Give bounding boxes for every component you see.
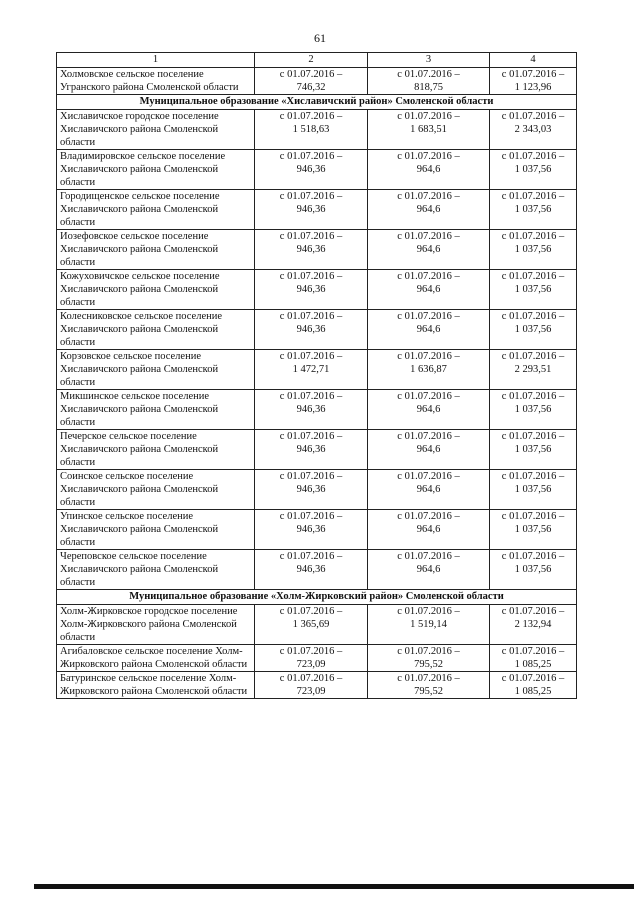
settlement-name: Холм-Жирковское городское поселение Холм-Жирковского района Смоленской области [57,605,255,645]
tariff-date: с 01.07.2016 – [279,391,343,402]
tariff-date: с 01.07.2016 – [397,191,460,202]
tariff-value: 1 037,56 [514,564,552,575]
table-row [57,350,577,390]
tariff-cell [255,270,368,310]
tariff-date: с 01.07.2016 – [397,673,460,684]
tariff-cell [368,510,490,550]
table-row [57,510,577,550]
table-row [57,470,577,510]
tariff-cell [368,430,490,470]
tariff-date: с 01.07.2016 – [397,231,460,242]
tariff-date: с 01.07.2016 – [279,551,343,562]
tariff-value: 1 519,14 [410,619,447,630]
tariff-cell [368,190,490,230]
tariff-cell [368,68,490,95]
tariff-value: 964,6 [416,524,441,535]
tariff-value: 946,36 [296,324,326,335]
column-number: 4 [490,53,577,68]
tariff-cell [255,350,368,390]
tariff-value: 1 037,56 [514,524,552,535]
column-number: 3 [368,53,490,68]
tariff-date: с 01.07.2016 – [397,111,460,122]
tariff-cell [368,110,490,150]
tariff-cell [490,510,577,550]
tariff-value: 1 365,69 [292,619,330,630]
tariff-value: 964,6 [416,284,441,295]
tariff-date: с 01.07.2016 – [501,351,565,362]
tariff-value: 1 683,51 [410,124,447,135]
table-row [57,430,577,470]
tariff-cell [490,672,577,699]
tariff-cell [255,672,368,699]
tariff-date: с 01.07.2016 – [397,311,460,322]
settlement-name: Корзовское сельское поселение Хиславичского района Смоленской области [57,350,255,390]
tariff-cell [490,605,577,645]
tariff-value: 946,36 [296,204,326,215]
tariff-value: 964,6 [416,164,441,175]
settlement-name: Городищенское сельское поселение Хиславичского района Смоленской области [57,190,255,230]
tariff-cell [490,270,577,310]
tariff-value: 1 037,56 [514,404,552,415]
table-row [57,110,577,150]
tariff-value: 946,36 [296,404,326,415]
tariff-cell [490,230,577,270]
tariff-value: 964,6 [416,564,441,575]
tariff-date: с 01.07.2016 – [501,69,565,80]
tariff-value: 1 037,56 [514,444,552,455]
tariff-cell [255,550,368,590]
tariff-cell [368,470,490,510]
tariff-cell [255,430,368,470]
tariff-cell [490,150,577,190]
tariff-cell [368,230,490,270]
tariff-value: 2 343,03 [514,124,552,135]
tariff-date: с 01.07.2016 – [397,69,460,80]
tariff-value: 946,36 [296,564,326,575]
tariff-value: 1 037,56 [514,284,552,295]
settlement-name: Упинское сельское поселение Хиславичского района Смоленской области [57,510,255,550]
tariff-value: 946,36 [296,484,326,495]
tariff-value: 795,52 [414,659,443,670]
tariff-date: с 01.07.2016 – [279,351,343,362]
tariff-cell [255,150,368,190]
settlement-name: Иозефовское сельское поселение Хиславичского района Смоленской области [57,230,255,270]
table-row [57,310,577,350]
table-body [57,53,577,699]
tariff-value: 723,09 [296,686,326,697]
page-number: 61 [314,31,326,45]
settlement-name: Череповское сельское поселение Хиславичского района Смоленской области [57,550,255,590]
tariff-value: 964,6 [416,484,441,495]
tariff-date: с 01.07.2016 – [279,646,343,657]
settlement-name: Кожуховичское сельское поселение Хиславичского района Смоленской области [57,270,255,310]
tariff-date: с 01.07.2016 – [279,111,343,122]
tariff-cell [255,390,368,430]
tariff-date: с 01.07.2016 – [501,673,565,684]
table-row [57,230,577,270]
tariff-value: 964,6 [416,204,441,215]
tariff-date: с 01.07.2016 – [279,673,343,684]
tariff-value: 946,36 [296,524,326,535]
tariff-value: 723,09 [296,659,326,670]
tariff-value: 946,36 [296,444,326,455]
tariff-cell [255,605,368,645]
tariff-cell [490,310,577,350]
tariff-date: с 01.07.2016 – [279,511,343,522]
tariff-cell [368,150,490,190]
tariff-date: с 01.07.2016 – [501,111,565,122]
settlement-name: Батуринское сельское поселение Холм-Жирковского района Смоленской области [57,672,255,699]
tariff-cell [368,605,490,645]
tariff-date: с 01.07.2016 – [501,151,565,162]
tariff-value: 946,36 [296,284,326,295]
tariff-value: 1 472,71 [292,364,330,375]
tariff-cell [490,390,577,430]
settlement-name: Колесниковское сельское поселение Хиславичского района Смоленской области [57,310,255,350]
tariff-date: с 01.07.2016 – [397,391,460,402]
tariff-table [56,52,577,699]
tariff-value: 2 132,94 [514,619,552,630]
tariff-cell [368,390,490,430]
tariff-cell [255,470,368,510]
group-heading-row [57,95,577,110]
tariff-date: с 01.07.2016 – [397,431,460,442]
tariff-cell [490,68,577,95]
table-row [57,672,577,699]
tariff-cell [255,510,368,550]
tariff-date: с 01.07.2016 – [397,351,460,362]
tariff-value: 964,6 [416,404,441,415]
tariff-date: с 01.07.2016 – [279,606,343,617]
tariff-value: 946,36 [296,244,326,255]
tariff-date: с 01.07.2016 – [279,271,343,282]
tariff-value: 964,6 [416,244,441,255]
table-row [57,550,577,590]
tariff-value: 1 636,87 [410,364,447,375]
column-number: 1 [57,53,255,68]
tariff-value: 1 037,56 [514,164,552,175]
tariff-date: с 01.07.2016 – [501,431,565,442]
tariff-date: с 01.07.2016 – [397,646,460,657]
tariff-value: 964,6 [416,444,441,455]
tariff-date: с 01.07.2016 – [501,271,565,282]
tariff-cell [368,310,490,350]
tariff-cell [255,190,368,230]
tariff-date: с 01.07.2016 – [279,311,343,322]
tariff-cell [255,230,368,270]
table-row [57,645,577,672]
tariff-date: с 01.07.2016 – [279,231,343,242]
group-heading: Муниципальное образование «Холм-Жирковский район» Смоленской области [57,590,577,605]
column-number-row [57,53,577,68]
settlement-name: Хиславичское городское поселение Хиславичского района Смоленской области [57,110,255,150]
tariff-value: 1 037,56 [514,324,552,335]
tariff-value: 1 085,25 [514,659,552,670]
tariff-value: 2 293,51 [514,364,552,375]
tariff-cell [255,68,368,95]
tariff-date: с 01.07.2016 – [397,511,460,522]
tariff-date: с 01.07.2016 – [397,606,460,617]
tariff-value: 1 037,56 [514,204,552,215]
tariff-date: с 01.07.2016 – [501,606,565,617]
column-number: 2 [255,53,368,68]
table-row [57,390,577,430]
tariff-value: 746,32 [296,82,326,93]
tariff-date: с 01.07.2016 – [397,151,460,162]
table-row [57,68,577,95]
tariff-cell [368,270,490,310]
tariff-date: с 01.07.2016 – [397,551,460,562]
tariff-date: с 01.07.2016 – [501,191,565,202]
tariff-cell [490,430,577,470]
tariff-cell [368,350,490,390]
settlement-name: Холмовское сельское поселение Угранского района Смоленской области [57,68,255,95]
tariff-date: с 01.07.2016 – [279,471,343,482]
tariff-date: с 01.07.2016 – [279,151,343,162]
tariff-date: с 01.07.2016 – [501,391,565,402]
tariff-value: 1 123,96 [514,82,552,93]
tariff-date: с 01.07.2016 – [501,231,565,242]
tariff-cell [255,645,368,672]
tariff-value: 1 085,25 [514,686,552,697]
tariff-cell [490,470,577,510]
tariff-value: 1 037,56 [514,244,552,255]
tariff-cell [490,110,577,150]
tariff-value: 1 037,56 [514,484,552,495]
group-heading: Муниципальное образование «Хиславичский район» Смоленской области [57,95,577,110]
tariff-date: с 01.07.2016 – [501,471,565,482]
table-row [57,605,577,645]
tariff-date: с 01.07.2016 – [279,431,343,442]
tariff-cell [368,550,490,590]
tariff-value: 795,52 [414,686,443,697]
settlement-name: Микшинское сельское поселение Хиславичского района Смоленской области [57,390,255,430]
tariff-date: с 01.07.2016 – [501,511,565,522]
tariff-date: с 01.07.2016 – [501,551,565,562]
tariff-cell [255,110,368,150]
tariff-date: с 01.07.2016 – [397,471,460,482]
group-heading-row [57,590,577,605]
settlement-name: Печерское сельское поселение Хиславичского района Смоленской области [57,430,255,470]
tariff-cell [255,310,368,350]
tariff-date: с 01.07.2016 – [279,69,343,80]
tariff-cell [368,672,490,699]
settlement-name: Владимировское сельское поселение Хиславичского района Смоленской области [57,150,255,190]
tariff-value: 946,36 [296,164,326,175]
table-row [57,190,577,230]
table-row [57,150,577,190]
tariff-date: с 01.07.2016 – [501,311,565,322]
tariff-value: 964,6 [416,324,441,335]
tariff-value: 1 518,63 [292,124,330,135]
table-row [57,270,577,310]
bottom-rule [34,884,634,889]
tariff-date: с 01.07.2016 – [397,271,460,282]
tariff-cell [490,350,577,390]
settlement-name: Соинское сельское поселение Хиславичского района Смоленской области [57,470,255,510]
tariff-cell [368,645,490,672]
tariff-cell [490,190,577,230]
tariff-cell [490,645,577,672]
tariff-date: с 01.07.2016 – [501,646,565,657]
tariff-date: с 01.07.2016 – [279,191,343,202]
tariff-cell [490,550,577,590]
settlement-name: Агибаловское сельское поселение Холм-Жирковского района Смоленской области [57,645,255,672]
tariff-value: 818,75 [414,82,443,93]
